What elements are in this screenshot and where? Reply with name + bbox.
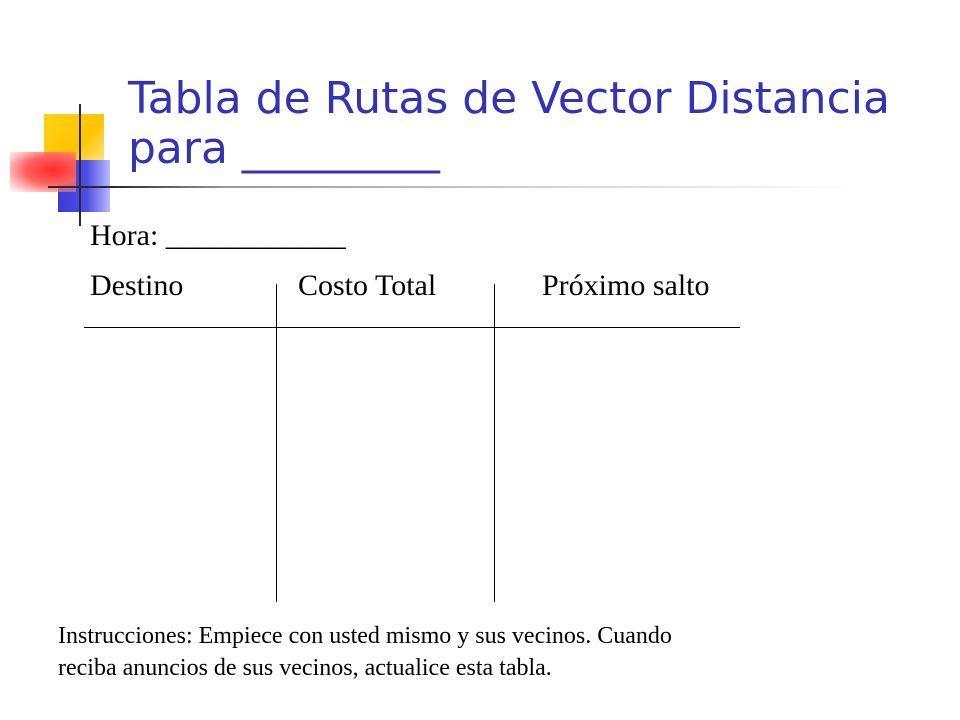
- table-column-divider-2: [494, 284, 495, 602]
- table-column-divider-1: [276, 284, 277, 602]
- slide-title-line2: para _________: [128, 123, 440, 174]
- slide-title: [128, 74, 908, 174]
- title-underline-divider: [48, 186, 860, 188]
- column-header-destino: Destino: [90, 269, 184, 302]
- logo-vertical-line: [79, 104, 81, 226]
- instructions-text: [58, 620, 898, 684]
- instructions-line2: reciba anuncios de sus vecinos, actualice esta tabla.: [58, 655, 552, 681]
- slide-title-line1: Tabla de Rutas de Vector Distancia: [128, 73, 890, 124]
- column-header-proximo-salto: Próximo salto: [542, 269, 710, 302]
- hora-label: Hora: ____________: [90, 219, 346, 252]
- instructions-line1: Instrucciones: Empiece con usted mismo y sus vecinos. Cuando: [58, 623, 672, 649]
- table-header-rule: [84, 327, 740, 328]
- column-header-costo-total: Costo Total: [298, 269, 437, 302]
